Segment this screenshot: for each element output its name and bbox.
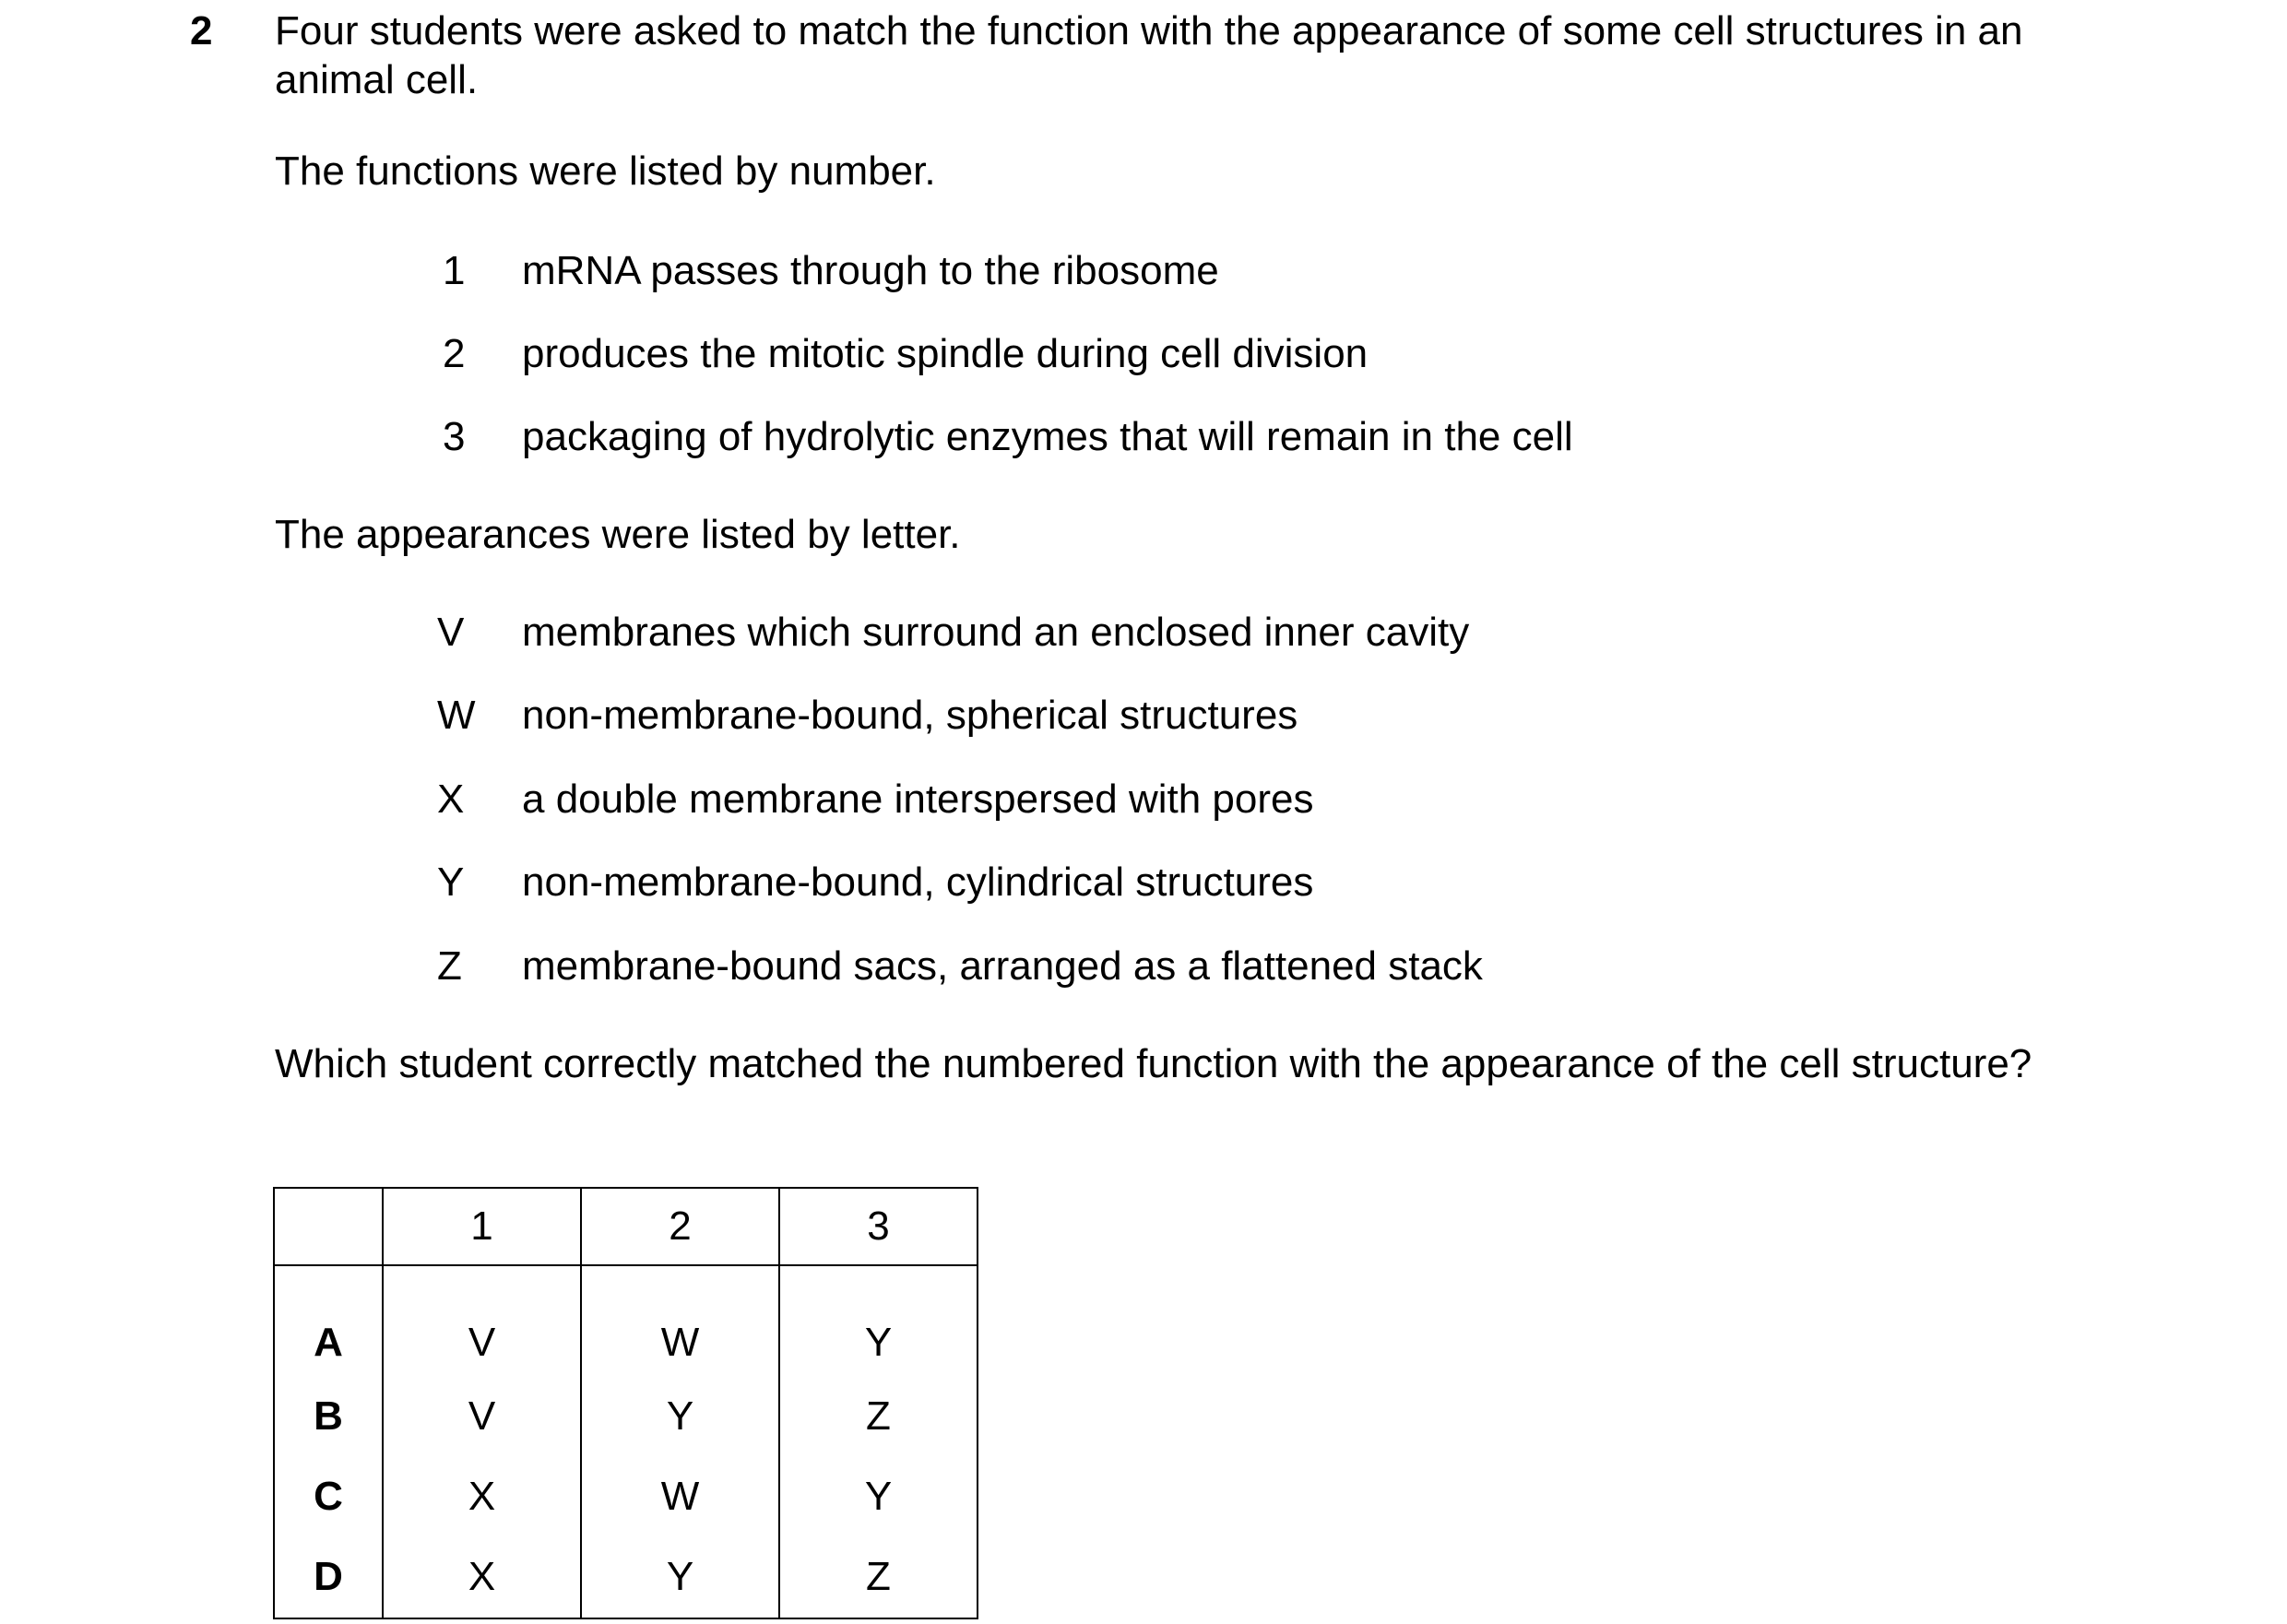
table-row: [274, 1265, 978, 1377]
appearance-text: a double membrane interspersed with pores: [522, 776, 1314, 822]
table-cell: Z: [779, 1377, 978, 1457]
appearance-item: [437, 776, 1313, 824]
appearance-item: [437, 609, 1469, 658]
option-letter: C: [274, 1457, 383, 1537]
table-cell: X: [383, 1457, 581, 1537]
appearance-text: non-membrane-bound, spherical structures: [522, 693, 1298, 738]
appearance-text: non-membrane-bound, cylindrical structures: [522, 859, 1314, 905]
appearance-text: membrane-bound sacs, arranged as a flattened stack: [522, 943, 1483, 989]
function-item: [437, 247, 1219, 296]
appearance-key: W: [437, 693, 476, 738]
function-key: 2: [443, 331, 466, 376]
appearance-item: [437, 692, 1298, 741]
appearances-heading: The appearances were listed by letter.: [275, 512, 961, 557]
table-cell: Y: [581, 1377, 779, 1457]
appearance-item: [437, 859, 1313, 907]
table-header-cell: 2: [581, 1188, 779, 1265]
table-cell: Y: [779, 1457, 978, 1537]
table-header-row: [274, 1188, 978, 1265]
table-cell: V: [383, 1377, 581, 1457]
function-text: packaging of hydrolytic enzymes that will remain in the cell: [522, 414, 1573, 459]
option-letter: A: [274, 1265, 383, 1377]
function-key: 3: [443, 414, 466, 459]
table-row: [274, 1377, 978, 1457]
appearance-key: Y: [437, 859, 465, 905]
function-item: [437, 413, 1573, 462]
table-cell: W: [581, 1265, 779, 1377]
function-key: 1: [443, 248, 466, 293]
appearance-key: X: [437, 776, 465, 822]
function-text: mRNA passes through to the ribosome: [522, 248, 1219, 293]
table-header-cell: [274, 1188, 383, 1265]
table-cell: Y: [779, 1265, 978, 1377]
table-header-cell: 1: [383, 1188, 581, 1265]
appearance-key: Z: [437, 943, 462, 989]
question-prompt: Which student correctly matched the numbered function with the appearance of the cell structure?: [275, 1041, 2032, 1086]
appearance-key: V: [437, 610, 465, 655]
table-header-cell: 3: [779, 1188, 978, 1265]
table-row: [274, 1537, 978, 1618]
function-text: produces the mitotic spindle during cell division: [522, 331, 1369, 376]
functions-heading: The functions were listed by number.: [275, 148, 936, 194]
appearance-item: [437, 942, 1483, 991]
option-letter: D: [274, 1537, 383, 1618]
question-number: 2: [190, 8, 213, 53]
table-row: [274, 1457, 978, 1537]
table-cell: X: [383, 1537, 581, 1618]
option-letter: B: [274, 1377, 383, 1457]
table-cell: V: [383, 1265, 581, 1377]
answer-options-table: [273, 1187, 978, 1619]
table-cell: Y: [581, 1537, 779, 1618]
function-item: [437, 330, 1368, 379]
table-cell: Z: [779, 1537, 978, 1618]
question-intro: Four students were asked to match the function with the appearance of some cell structures in an animal cell.: [275, 8, 2023, 102]
table-cell: W: [581, 1457, 779, 1537]
appearance-text: membranes which surround an enclosed inner cavity: [522, 610, 1470, 655]
